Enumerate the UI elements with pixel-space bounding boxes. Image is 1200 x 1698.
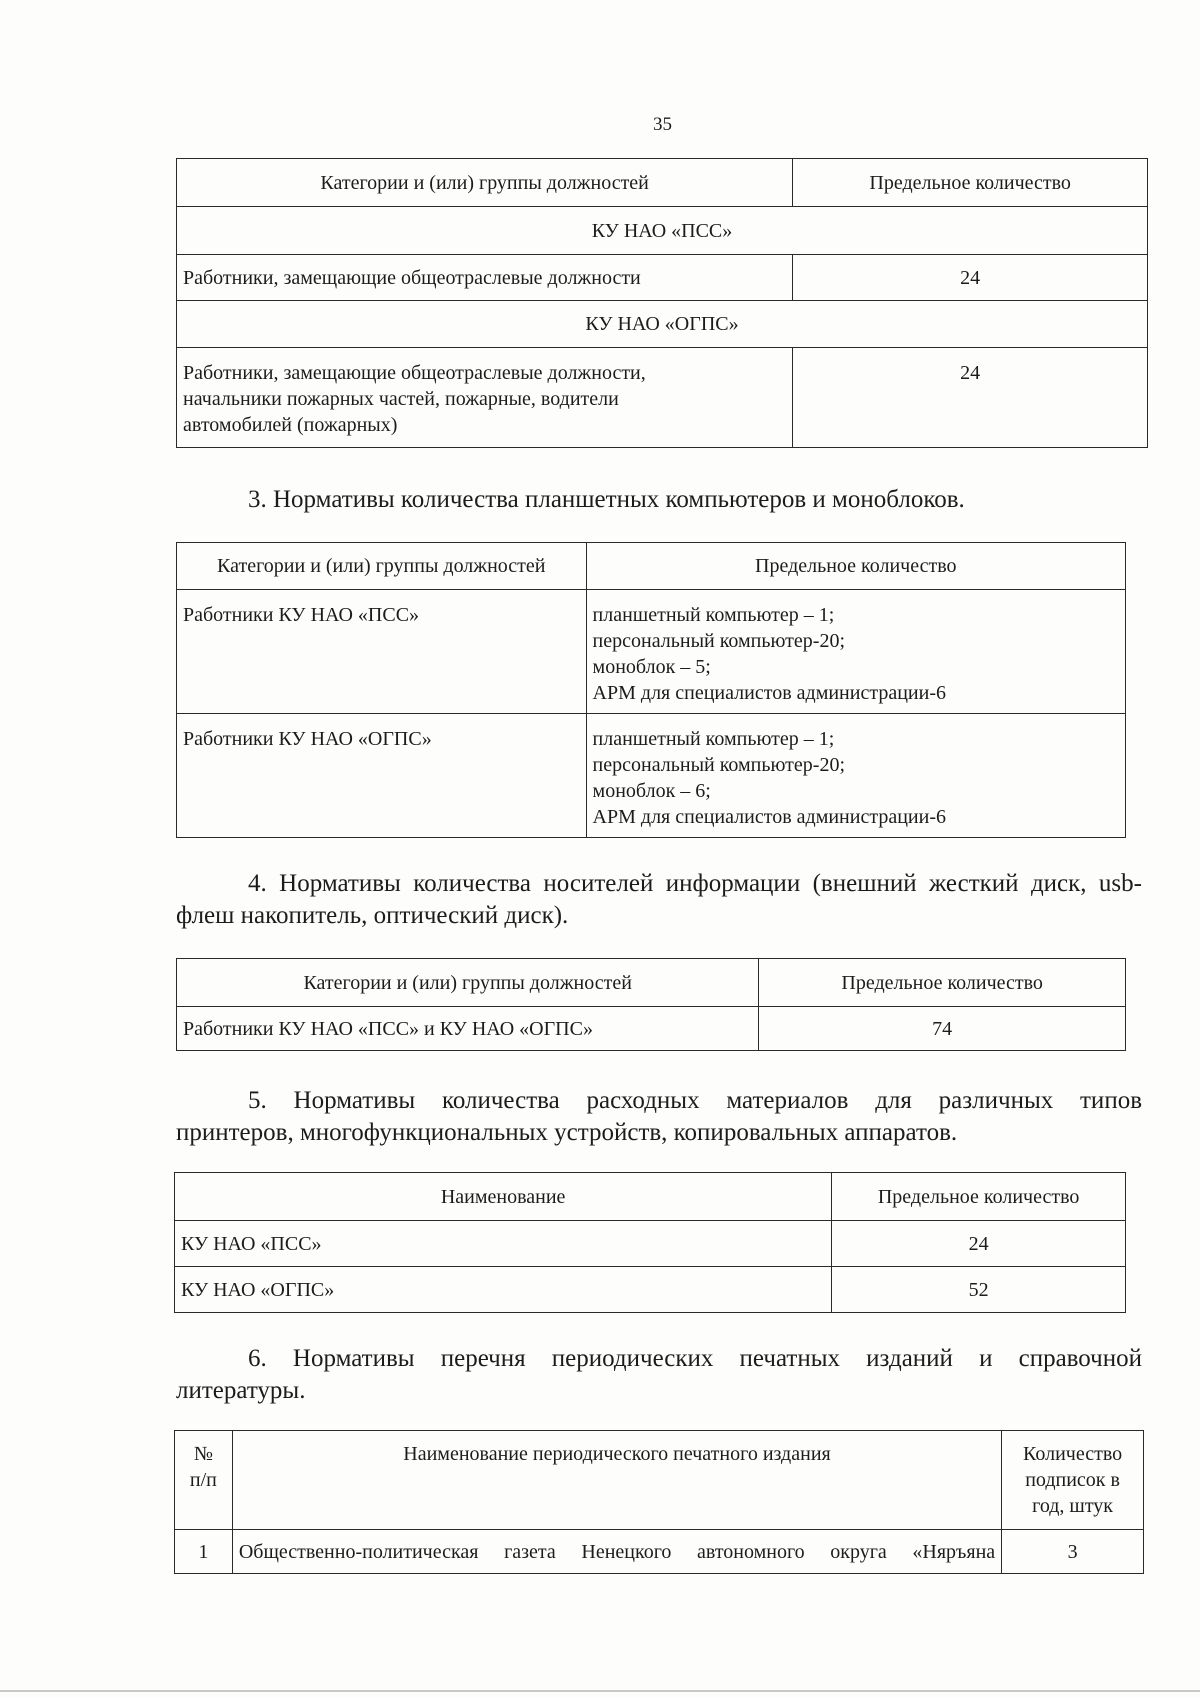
row-value: 24 [832,1221,1126,1267]
row-category-line: начальники пожарных частей, пожарные, водители [183,388,619,410]
table-header-row [177,543,1126,590]
table-row [175,1221,1126,1267]
table-row [177,1007,1126,1051]
table-row [177,714,1126,838]
header-number-line: п/п [189,1469,217,1491]
section-5-paragraph [176,1085,1142,1149]
table-header-row [175,1431,1144,1530]
row-items [586,590,1125,714]
header-limit: Предельное количество [832,1173,1126,1221]
table-computers [176,542,1126,838]
table-staff-positions [176,158,1148,448]
row-name: КУ НАО «ПСС» [175,1221,832,1267]
table-consumables [174,1172,1126,1313]
section-6-paragraph [176,1343,1142,1407]
list-item: персональный компьютер-20; [592,630,846,652]
header-name: Наименование [175,1173,832,1221]
list-item: планшетный компьютер – 1; [592,604,835,626]
row-category: Работники КУ НАО «ПСС» и КУ НАО «ОГПС» [177,1007,759,1051]
paragraph-line: 6. Нормативы перечня периодических печатных изданий и справочной [248,1345,1142,1372]
table-storage-media [176,958,1126,1051]
header-categories: Категории и (или) группы должностей [177,543,587,590]
list-item: АРМ для специалистов администрации-6 [592,682,946,704]
paragraph-line: литературы. [176,1377,306,1404]
list-item: АРМ для специалистов администрации-6 [592,806,946,828]
header-subscriptions-line: Количество [1023,1443,1123,1465]
row-category-line: автомобилей (пожарных) [183,414,398,436]
header-subscriptions-line: год, штук [1032,1495,1114,1517]
table-header-row [177,959,1126,1007]
section-3-title: 3. Нормативы количества планшетных компьютеров и моноблоков. [248,486,965,513]
row-category-line: Работники, замещающие общеотраслевые должности, [183,362,646,384]
section-4-paragraph [176,868,1142,932]
row-name: КУ НАО «ОГПС» [175,1267,832,1313]
paragraph-line: 4. Нормативы количества носителей информации (внешний жесткий диск, usb- [248,870,1142,897]
page-number: 35 [653,114,672,135]
list-item: персональный компьютер-20; [592,754,846,776]
paragraph-line: 5. Нормативы количества расходных материалов для различных типов [248,1087,1142,1114]
row-category: Работники КУ НАО «ОГПС» [177,714,587,838]
row-value: 24 [793,348,1148,448]
header-number [175,1431,233,1530]
section-title-pss: КУ НАО «ПСС» [177,207,1148,255]
table-row [175,1530,1144,1574]
table-header-row [177,159,1148,207]
list-item: планшетный компьютер – 1; [592,728,835,750]
header-subscriptions-line: подписок в [1025,1469,1120,1491]
paragraph-line: принтеров, многофункциональных устройств, копировальных аппаратов. [176,1119,958,1146]
row-publication-name: Общественно-политическая газета Ненецкого автономного округа «Няръяна [232,1530,1001,1574]
row-value: 24 [793,255,1148,301]
scan-bottom-edge [0,1690,1200,1692]
list-item: моноблок – 6; [592,780,711,802]
table-periodicals [174,1430,1144,1574]
row-category: Работники КУ НАО «ПСС» [177,590,587,714]
section-title-ogps: КУ НАО «ОГПС» [177,301,1148,348]
section-row [177,301,1148,348]
header-limit: Предельное количество [793,159,1148,207]
row-number: 1 [175,1530,233,1574]
header-number-line: № [193,1443,213,1465]
section-row [177,207,1148,255]
header-categories: Категории и (или) группы должностей [177,159,793,207]
table-header-row [175,1173,1126,1221]
table-row [177,255,1148,301]
table-row [177,348,1148,448]
table-row [175,1267,1126,1313]
row-value: 74 [759,1007,1126,1051]
header-limit: Предельное количество [759,959,1126,1007]
row-value: 52 [832,1267,1126,1313]
header-limit: Предельное количество [586,543,1125,590]
header-subscriptions [1002,1431,1144,1530]
row-subscriptions: 3 [1002,1530,1144,1574]
row-category: Работники, замещающие общеотраслевые должности [177,255,793,301]
row-category [177,348,793,448]
paragraph-line: флеш накопитель, оптический диск). [176,902,569,929]
list-item: моноблок – 5; [592,656,711,678]
table-row [177,590,1126,714]
row-items [586,714,1125,838]
header-categories: Категории и (или) группы должностей [177,959,759,1007]
header-publication-name: Наименование периодического печатного издания [232,1431,1001,1530]
